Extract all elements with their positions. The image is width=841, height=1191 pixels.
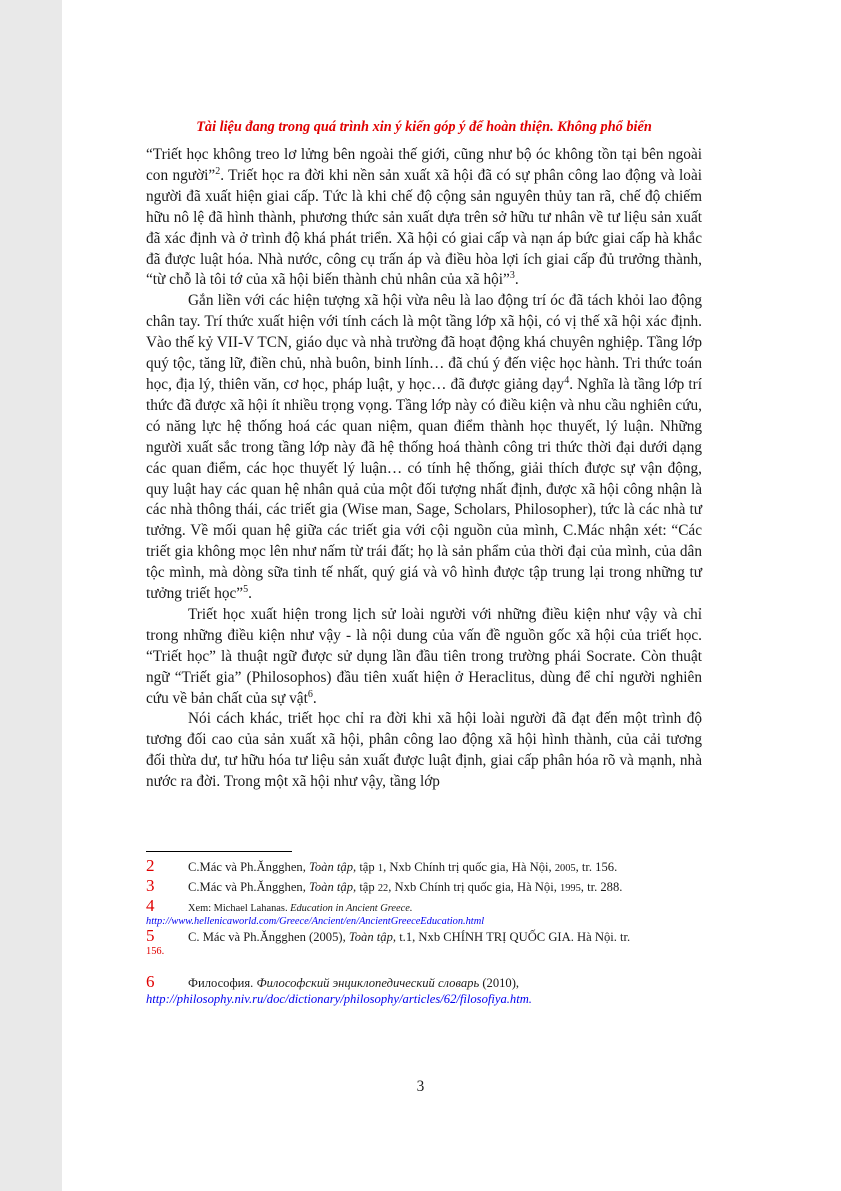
footnote-6-link[interactable]: http://philosophy.niv.ru/doc/dictionary/philosophy/articles/62/filosofiya.htm. <box>146 992 532 1006</box>
paragraph-3: Triết học xuất hiện trong lịch sử loài người với những điều kiện như vậy và chỉ trong những điều kiện như vậy - là nội dung của vấn đề nguồn gốc xã hội của triết học. “Triết học” là thuật ngữ được sử dụng lần đầu tiên trong trường phái Socrate. Còn thuật ngữ “Triết gia” (Philosophos) đầu tiên xuất hiện ở Heraclitus, dùng để chỉ người nghiên cứu về bản chất của sự vật$^6$. <box>146 605 702 707</box>
scan-margin <box>0 0 62 1191</box>
footnote-ref-2[interactable]: 2 <box>215 165 221 177</box>
footnote-2: 2 C.Mác và Ph.Ăngghen, Toàn tập, tập 1, Nxb Chính trị quốc gia, Hà Nội, 2005, tr. 156. <box>146 856 618 875</box>
paragraph-2: Gắn liền với các hiện tượng xã hội vừa nêu là lao động trí óc đã tách khỏi lao động chân tay. Trí thức xuất hiện với tính cách là một tầng lớp xã hội, có vị thế xã hội xác định. Vào thế kỷ VII-V TCN, giáo dục và nhà trường đã hoạt động khá chuyên nghiệp. Tầng lớp quý tộc, tăng lữ, điền chủ, nhà buôn, binh lính… đã chú ý đến việc học hành. Tri thức toán học, địa lý, thiên văn, cơ học, pháp luật, y học… đã được giảng dạy$^4$. Nghĩa là tầng lớp trí thức đã được xã hội ít nhiều trọng vọng. Tầng lớp này có điều kiện và nhu cầu nghiên cứu, có năng lực hệ thống hoá các quan niệm, quan điểm thành học thuyết, lý luận. Những người xuất sắc trong tầng lớp này đã hệ thống hoá thành công tri thức thời đại dưới dạng các quan điểm, các học thuyết lý luận… có tính hệ thống, giải thích được sự vận động, quy luật hay các quan hệ nhân quả của một đối tượng nhất định, được xã hội công nhận là các nhà thông thái, các triết gia (Wise man, Sage, Scholars, Philosopher), tức là các nhà tư tưởng. Về mối quan hệ giữa các triết gia với cội nguồn của mình, C.Mác nhận xét: “Các triết gia không mọc lên như nấm từ trái đất; họ là sản phẩm của thời đại của mình, của dân tộc mình, mà dòng sữa tinh tế nhất, quý giá và vô hình được tập trung lại trong những tư tưởng triết học”$^5$. <box>146 292 702 603</box>
paragraph-4: Nói cách khác, triết học chỉ ra đời khi xã hội loài người đã đạt đến một trình độ tương đối cao của sản xuất xã hội, phân công lao động xã hội hình thành, của cải tương đối thừa dư, tư hữu hóa tư liệu sản xuất được luật định, giai cấp phân hóa rõ và mạnh, nhà nước ra đời. Trong một xã hội như vậy, tầng lớp <box>146 710 702 791</box>
footnote-5-page: 156. <box>146 946 165 957</box>
footnote-ref-5[interactable]: 5 <box>243 584 249 596</box>
footnote-3: 3 C.Mác và Ph.Ăngghen, Toàn tập, tập 22, Nxb Chính trị quốc gia, Hà Nội, 1995, tr. 288. <box>146 876 623 895</box>
footnote-separator <box>146 851 292 852</box>
footnote-ref-3[interactable]: 3 <box>509 270 515 282</box>
footnote-4-link[interactable]: http://www.hellenicaworld.com/Greece/Ancient/en/AncientGreeceEducation.html <box>146 916 485 927</box>
footnote-6: 6 Философия. Философский энциклопедический словарь (2010), http://philosophy.niv.ru/doc/dictionary/philosophy/articles/62/filosofiya.htm. <box>146 972 706 1007</box>
footnote-ref-4[interactable]: 4 <box>564 374 570 386</box>
footnote-ref-6[interactable]: 6 <box>307 688 313 700</box>
draft-notice: Tài liệu đang trong quá trình xin ý kiến góp ý để hoàn thiện. Không phổ biến <box>196 119 652 135</box>
paragraph-1: “Triết học không treo lơ lửng bên ngoài thế giới, cũng như bộ óc không tồn tại bên ngoài con người”$^2$. Triết học ra đời khi nền sản xuất xã hội đã có sự phân công lao động và loài người đã xuất hiện giai cấp. Tức là khi chế độ cộng sản nguyên thủy tan rã, chế độ chiếm hữu nô lệ đã hình thành, phương thức sản xuất dựa trên sở hữu tư nhân về tư liệu sản xuất đã xác định và ở trình độ khá phát triển. Xã hội có giai cấp và nạn áp bức giai cấp hà khắc đã được luật hóa. Nhà nước, công cụ trấn áp và điều hòa lợi ích giai cấp đủ trưởng thành, “từ chỗ là tôi tớ của xã hội biến thành chủ nhân của xã hội”$^3$. <box>146 146 702 289</box>
page-number: 3 <box>416 1078 425 1095</box>
footnote-4: 4 Xem: Michael Lahanas. Education in Ancient Greece. http://www.hellenicaworld.com/Greece/Ancient/en/AncientGreeceEducation.html <box>146 896 706 927</box>
footnote-5: 5 C. Mác và Ph.Ăngghen (2005), Toàn tập, t.1, Nxb CHÍNH TRỊ QUỐC GIA. Hà Nội. tr. 156. <box>146 926 706 957</box>
body-text <box>146 145 702 793</box>
